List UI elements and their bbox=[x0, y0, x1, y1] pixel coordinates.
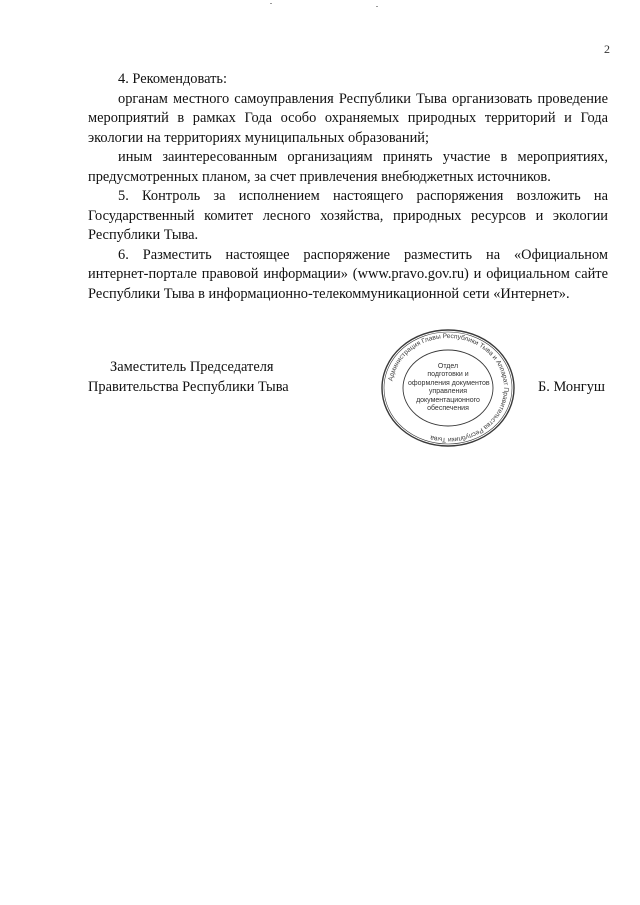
seal-center-line: обеспечения bbox=[427, 405, 469, 413]
scan-artifact bbox=[376, 6, 378, 7]
seal-center-line: Отдел bbox=[437, 363, 459, 370]
paragraph-4-heading: 4. Рекомендовать: bbox=[118, 71, 227, 87]
seal-center-text bbox=[408, 363, 488, 413]
seal-center-line: оформления документов bbox=[408, 379, 490, 387]
paragraph-4-other-organizations: иным заинтересованным организациям принять участие в мероприятиях, предусмотренных планом, за счет привлечения внебюджетных источников. bbox=[88, 149, 608, 185]
document-body bbox=[88, 70, 608, 304]
signer-position-line-2: Правительства Республики Тыва bbox=[88, 378, 289, 395]
paragraph-4-local-government: органам местного самоуправления Республики Тыва организовать проведение мероприятий в рамках Года особо охраняемых природных территорий и Года экологии на территориях муниципальных образований; bbox=[88, 90, 608, 146]
paragraph-6-publication: 6. Разместить настоящее распоряжение разместить на «Официальном интернет-портале правовой информации» (www.pravo.gov.ru) и официальном сайте Республики Тыва в информационно-телекоммуникационной сети «Интернет». bbox=[88, 246, 608, 302]
signer-name: Б. Монгуш bbox=[538, 378, 605, 395]
seal-center-line: управления bbox=[428, 388, 468, 396]
page-number: 2 bbox=[604, 42, 610, 56]
seal-center-line: документационного bbox=[416, 396, 480, 404]
scan-artifact bbox=[270, 3, 272, 4]
signature-block bbox=[88, 358, 608, 438]
paragraph-5-control: 5. Контроль за исполнением настоящего распоряжения возложить на Государственный комитет лесного хозяйства, природных ресурсов и экологии Республики Тыва. bbox=[88, 188, 608, 243]
seal-center-line: подготовки и bbox=[427, 371, 469, 379]
signer-position bbox=[88, 358, 289, 397]
seal-outer-text: Администрация Главы Республики Тыва и Аппарат Правительства Республики Тыва bbox=[387, 332, 510, 444]
official-seal bbox=[378, 328, 518, 448]
signer-position-line-1: Заместитель Председателя bbox=[110, 359, 274, 375]
